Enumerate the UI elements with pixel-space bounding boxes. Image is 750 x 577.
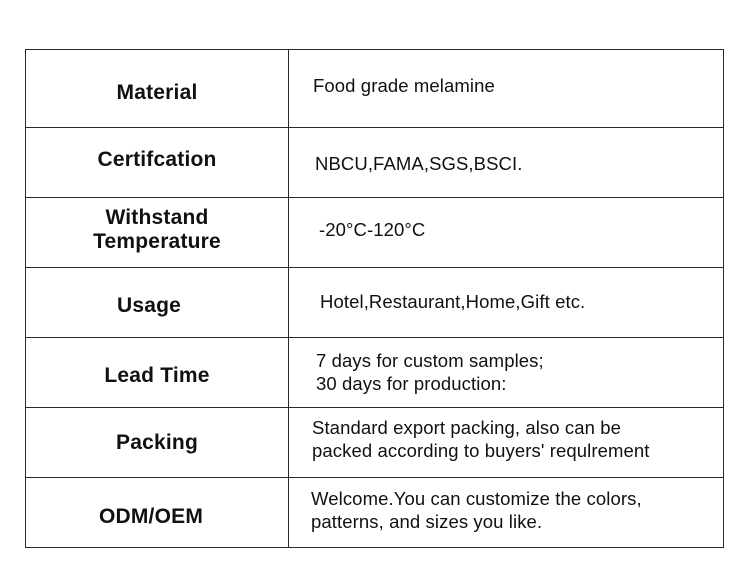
label-cell-certification bbox=[26, 128, 289, 198]
row-label: Usage bbox=[116, 293, 182, 317]
table-row bbox=[26, 478, 724, 548]
row-value-line-2: 30 days for production: bbox=[316, 373, 507, 394]
table-row bbox=[26, 128, 724, 198]
row-label: Packing bbox=[116, 431, 198, 454]
row-value-line-1: Standard export packing, also can be bbox=[312, 417, 622, 438]
row-label-line-2: Temperature bbox=[93, 230, 221, 253]
label-cell-odm-oem bbox=[26, 478, 289, 548]
table-row bbox=[26, 50, 724, 128]
table-row bbox=[26, 408, 724, 478]
row-label: Material bbox=[116, 80, 198, 104]
spec-table bbox=[25, 49, 724, 548]
row-value: Hotel,Restaurant,Home,Gift etc. bbox=[320, 290, 586, 312]
row-value-line-1: 7 days for custom samples; bbox=[316, 350, 544, 371]
label-cell-lead-time bbox=[26, 338, 289, 408]
row-value: NBCU,FAMA,SGS,BSCI. bbox=[315, 153, 523, 174]
label-cell-usage bbox=[26, 268, 289, 338]
value-cell-temperature bbox=[289, 198, 724, 268]
row-value-line-2: patterns, and sizes you like. bbox=[311, 511, 543, 532]
row-value: Food grade melamine bbox=[313, 75, 495, 96]
value-cell-lead-time bbox=[289, 338, 724, 408]
label-cell-packing bbox=[26, 408, 289, 478]
row-label: Lead Time bbox=[104, 363, 210, 387]
table-row bbox=[26, 198, 724, 268]
value-cell-usage bbox=[289, 268, 724, 338]
value-cell-certification bbox=[289, 128, 724, 198]
label-cell-temperature bbox=[26, 198, 289, 268]
row-label: ODM/OEM bbox=[98, 504, 204, 528]
row-value-line-2: packed according to buyers' requlrement bbox=[312, 440, 650, 461]
label-cell-material bbox=[26, 50, 289, 128]
value-cell-packing bbox=[289, 408, 724, 478]
row-value: -20°C-120°C bbox=[319, 219, 426, 240]
value-cell-odm-oem bbox=[289, 478, 724, 548]
table-row bbox=[26, 338, 724, 408]
row-value-line-1: Welcome.You can customize the colors, bbox=[311, 488, 642, 509]
row-label-line-1: Withstand bbox=[105, 206, 209, 229]
value-cell-material bbox=[289, 50, 724, 128]
row-label: Certifcation bbox=[97, 148, 217, 171]
table-row bbox=[26, 268, 724, 338]
